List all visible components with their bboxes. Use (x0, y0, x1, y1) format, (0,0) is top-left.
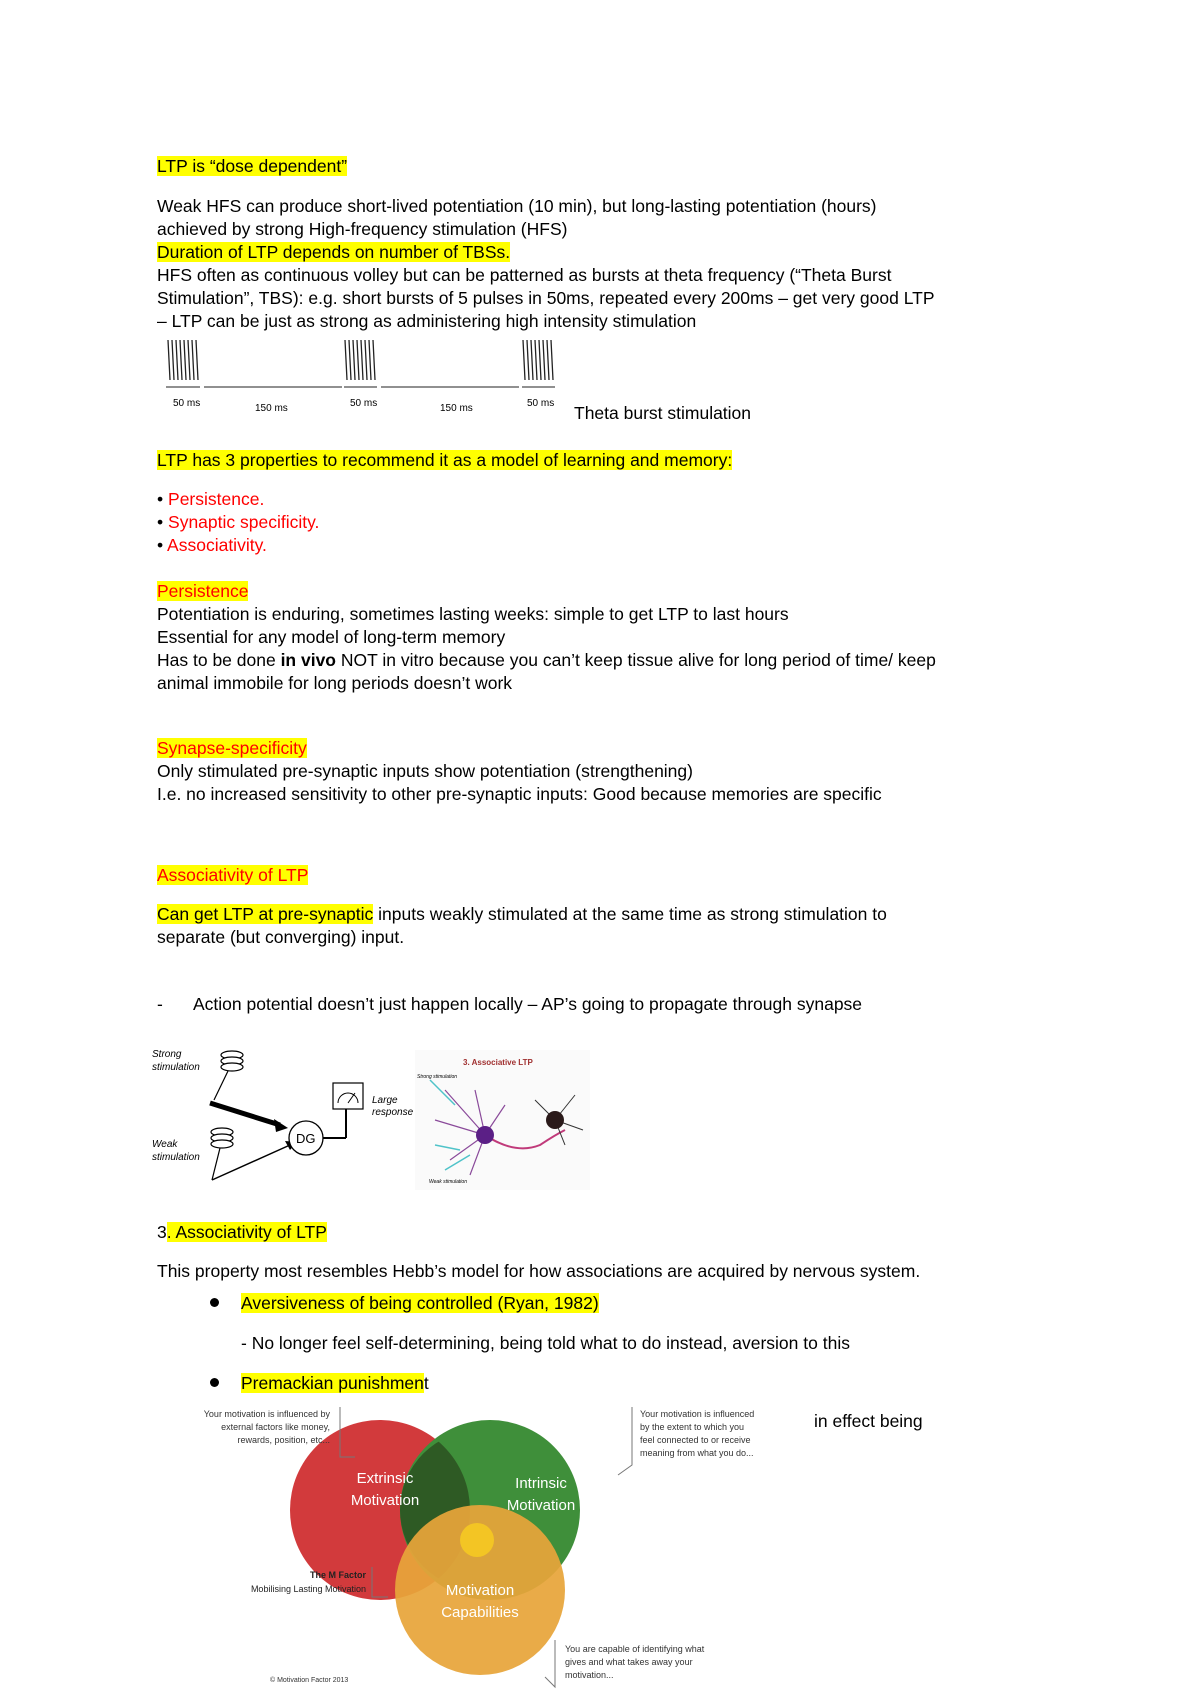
neuron-soma-1 (476, 1126, 494, 1144)
note-right-line: meaning from what you do... (640, 1448, 754, 1458)
assoc3-bullet2-highlight: Premackian punishmen (241, 1373, 424, 1393)
note-right-line: Your motivation is influenced (640, 1409, 755, 1419)
intrinsic-label: Intrinsic (515, 1475, 567, 1492)
dose-heading-text: LTP is “dose dependent” (157, 156, 348, 176)
assoc-line1-rest: inputs weakly stimulated at the same time as strong stimulation to (373, 904, 887, 924)
note-left (204, 1409, 331, 1445)
theta-label-3: 50 ms (350, 398, 378, 409)
assoc3-bullet2 (241, 1372, 429, 1395)
meter-icon (333, 1083, 363, 1109)
theta-burst-figure (160, 335, 580, 415)
neuron-figure-title: 3. Associative LTP (463, 1058, 533, 1067)
strong-label: Strong (152, 1049, 182, 1060)
persistence-line2: Essential for any model of long-term memory (157, 627, 506, 647)
assoc-line1 (157, 903, 887, 926)
duration-note-text: Duration of LTP depends on number of TBSs. (157, 242, 511, 262)
property-item-1-text: Persistence. (168, 489, 265, 509)
weak-input-arrow (212, 1145, 290, 1180)
theta-label-5: 50 ms (527, 398, 555, 409)
property-item-3 (157, 534, 267, 557)
persistence-line1: Potentiation is enduring, sometimes lasting weeks: simple to get LTP to last hours (157, 604, 789, 624)
weak-lead (212, 1148, 220, 1180)
assoc3-bullet1 (241, 1292, 599, 1315)
large-response-label-2: response (372, 1107, 414, 1118)
dose-p2-line2: Stimulation”, TBS): e.g. short bursts of 5 pulses in 50ms, repeated every 200ms – get very good LTP (157, 288, 935, 308)
weak-label: Weak (152, 1139, 178, 1150)
duration-note (157, 241, 510, 264)
theta-caption: Theta burst stimulation (574, 403, 752, 423)
theta-label-2: 150 ms (255, 403, 288, 414)
assoc-line2: separate (but converging) input. (157, 927, 405, 947)
weak-electrode-icon (211, 1128, 233, 1148)
synapse-heading (157, 737, 307, 760)
persistence-line4: animal immobile for long periods doesn’t work (157, 673, 513, 693)
dose-heading (157, 155, 347, 178)
intrinsic-label-2: Motivation (506, 1497, 576, 1514)
note-left-line: external factors like money, (221, 1422, 330, 1432)
assoc3-bullet1-text: Aversiveness of being controlled (Ryan, 1982) (241, 1293, 599, 1313)
persistence-line3-post: NOT in vitro because you can’t keep tissue alive for long period of time/ keep (336, 650, 936, 670)
assoc-heading-text: Associativity of LTP (157, 865, 309, 885)
neuron-soma-2 (546, 1111, 564, 1129)
bullet-icon: • (157, 512, 164, 532)
strong-electrode-icon (221, 1051, 243, 1071)
burst-2 (345, 340, 375, 380)
bullet-icon (210, 1378, 219, 1387)
note-bottom (565, 1644, 705, 1680)
dose-p1-line1: Weak HFS can produce short-lived potentiation (10 min), but long-lasting potentiation (hours) (157, 196, 877, 216)
mfactor-title: The M Factor (309, 1570, 366, 1580)
burst-3 (523, 340, 553, 380)
large-response-label: Large (372, 1095, 398, 1106)
associativity-schematic (150, 1045, 420, 1190)
note-left-line: rewards, position, etc... (237, 1435, 330, 1445)
assoc3-heading-text: . Associativity of LTP (166, 1222, 327, 1242)
property-item-2 (157, 511, 319, 534)
capabilities-label-2: Capabilities (441, 1604, 519, 1621)
property-item-3-text: Associativity. (167, 535, 267, 555)
assoc3-sub1: - No longer feel self-determining, being told what to do instead, aversion to this (241, 1333, 850, 1353)
weak-label-2: stimulation (152, 1152, 200, 1163)
theta-label-4: 150 ms (440, 403, 473, 414)
synapse-line2: I.e. no increased sensitivity to other pre-synaptic inputs: Good because memories are specific (157, 784, 882, 804)
extrinsic-label-2: Motivation (350, 1492, 420, 1509)
property-item-1 (157, 488, 264, 511)
note-bottom-line: You are capable of identifying what (565, 1644, 705, 1654)
bullet-icon (210, 1298, 219, 1307)
dg-label: DG (296, 1131, 316, 1146)
assoc-heading (157, 864, 308, 887)
note-right-bracket (618, 1407, 632, 1475)
properties-heading-text: LTP has 3 properties to recommend it as a model of learning and memory: (157, 450, 733, 470)
motivation-venn-diagram (150, 1395, 800, 1695)
synapse-heading-text: Synapse-specificity (157, 738, 307, 758)
assoc3-heading-num: 3 (157, 1222, 167, 1242)
strong-input-arrow (210, 1103, 280, 1125)
properties-heading (157, 449, 732, 472)
persistence-heading-text: Persistence (157, 581, 249, 601)
capabilities-label: Motivation (445, 1582, 515, 1599)
note-bottom-line: gives and what takes away your (565, 1657, 693, 1667)
venn-copyright: © Motivation Factor 2013 (270, 1677, 349, 1684)
assoc-dash-item: Action potential doesn’t just happen locally – AP’s going to propagate through synapse (193, 994, 863, 1014)
assoc3-bullet2-rest: t (423, 1373, 429, 1393)
assoc-line1-highlight: Can get LTP at pre-synaptic (157, 904, 374, 924)
note-right (640, 1409, 754, 1458)
theta-label-1: 50 ms (173, 398, 201, 409)
associative-ltp-neuron-figure (415, 1050, 590, 1190)
assoc-dash: - (157, 994, 163, 1014)
neuron-weak-label: Weak stimulation (429, 1179, 467, 1185)
burst-1 (168, 340, 198, 380)
neuron-strong-label: Strong stimulation (417, 1074, 458, 1080)
note-bottom-line: motivation... (565, 1670, 614, 1680)
note-left-line: Your motivation is influenced by (203, 1409, 330, 1419)
strong-label-2: stimulation (152, 1062, 200, 1073)
persistence-line3-pre: Has to be done (157, 650, 281, 670)
bullet-icon: • (157, 535, 164, 555)
note-bottom-bracket (545, 1640, 555, 1687)
strong-arrowhead (274, 1119, 288, 1132)
property-item-2-text: Synaptic specificity. (168, 512, 320, 532)
in-vivo-bold: in vivo (280, 650, 336, 670)
dose-p2-line3: – LTP can be just as strong as administering high intensity stimulation (157, 311, 697, 331)
extrinsic-label: Extrinsic (356, 1470, 414, 1487)
strong-lead (214, 1071, 228, 1100)
assoc3-line1: This property most resembles Hebb’s model for how associations are acquired by nervous system. (157, 1261, 921, 1281)
dose-p2-line1: HFS often as continuous volley but can be patterned as bursts at theta frequency (“Theta Burst (157, 265, 892, 285)
bullet-icon: • (157, 489, 164, 509)
persistence-heading (157, 580, 248, 603)
assoc3-side-text: in effect being (814, 1411, 923, 1431)
note-right-line: by the extent to which you (640, 1422, 745, 1432)
persistence-line3 (157, 649, 936, 672)
synapse-line1: Only stimulated pre-synaptic inputs show potentiation (strengthening) (157, 761, 693, 781)
note-right-line: feel connected to or receive (640, 1435, 751, 1445)
center-core (460, 1523, 494, 1557)
mfactor-subtitle: Mobilising Lasting Motivation (250, 1584, 366, 1594)
assoc3-heading (157, 1221, 327, 1244)
dose-p1-line2: achieved by strong High-frequency stimulation (HFS) (157, 219, 568, 239)
